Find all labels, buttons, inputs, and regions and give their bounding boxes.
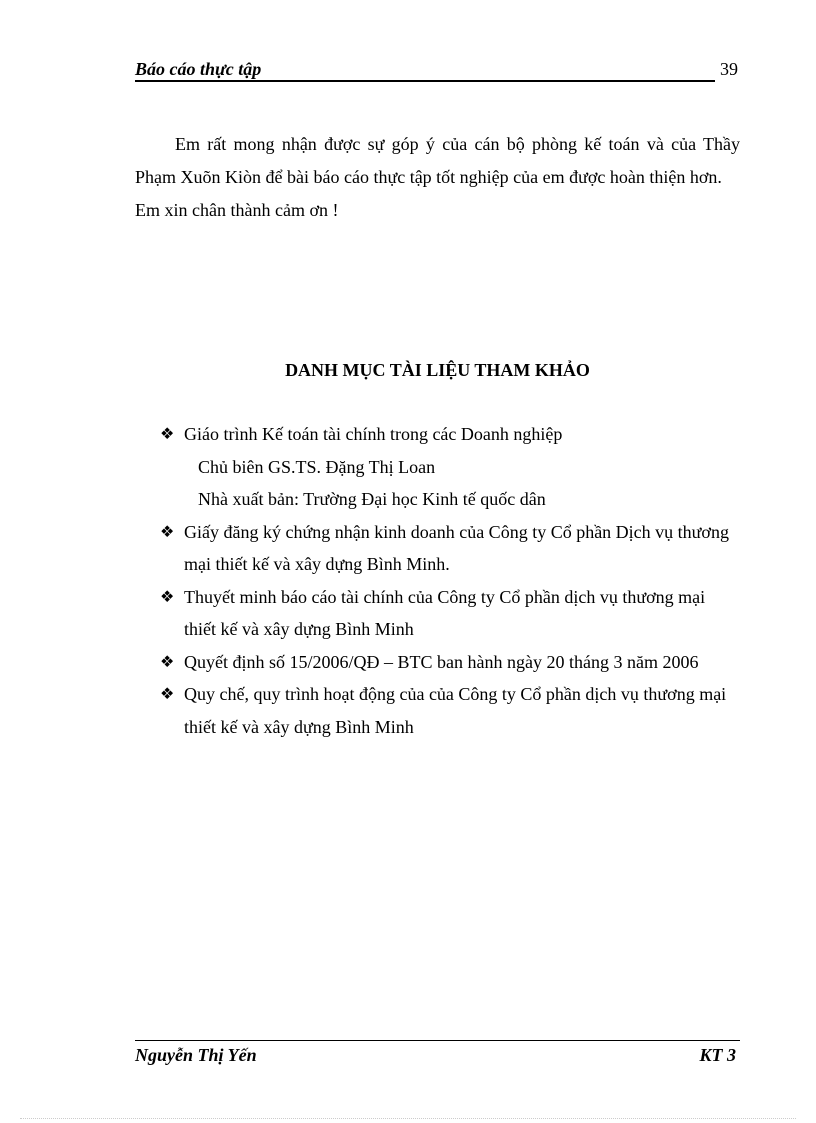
diamond-bullet-icon: ❖ [160,684,175,703]
diamond-bullet-icon: ❖ [160,521,175,541]
reference-item [160,678,740,743]
reference-editor: Chủ biên GS.TS. Đặng Thị Loan [198,456,436,477]
reference-publisher: Nhà xuất bản: Trường Đại học Kinh tế quốc dân [198,489,546,509]
reference-text: Quy chế, quy trình hoạt động của của Công ty Cổ phần dịch vụ thương mại thiết kế và xây dựng Bình Minh [184,684,727,737]
reference-text: Thuyết minh báo cáo tài chính của Công ty Cổ phần dịch vụ thương mại thiết kế và xây dựng Bình Minh [184,586,706,639]
page-edge-divider [20,1118,796,1119]
footer-rule [135,1040,740,1041]
reference-text: Giáo trình Kế toán tài chính trong các Doanh nghiệp [184,424,563,444]
footer-author: Nguyễn Thị Yến [135,1045,257,1065]
page-footer [135,1040,740,1068]
header-rule [135,80,715,82]
reference-item [160,581,740,646]
reference-item [160,646,740,679]
diamond-bullet-icon: ❖ [160,651,175,671]
reference-item [160,418,740,516]
reference-text: Giấy đăng ký chứng nhận kinh doanh của Công ty Cổ phần Dịch vụ thương mại thiết kế và xây dựng Bình Minh. [184,521,729,574]
header-title: Báo cáo thực tập [135,59,262,79]
page-header [135,58,740,82]
diamond-bullet-icon: ❖ [160,424,175,443]
reference-item [160,516,740,581]
thanks-line: Em xin chân thành cảm ơn ! [135,200,339,220]
reference-text: Quyết định số 15/2006/QĐ – BTC ban hành ngày 20 tháng 3 năm 2006 [184,651,699,672]
footer-class: KT 3 [699,1045,736,1065]
body-text [135,128,740,227]
page-number: 39 [720,59,738,79]
diamond-bullet-icon: ❖ [160,586,175,606]
closing-paragraph: Em rất mong nhận được sự góp ý của cán bộ phòng kế toán và của Thầy Phạm Xuõn Kiòn để bài báo cáo thực tập tốt nghiệp của em được hoàn thiện hơn. [135,134,740,187]
reference-list [160,418,740,743]
references-title: DANH MỤC TÀI LIỆU THAM KHẢO [285,360,590,380]
